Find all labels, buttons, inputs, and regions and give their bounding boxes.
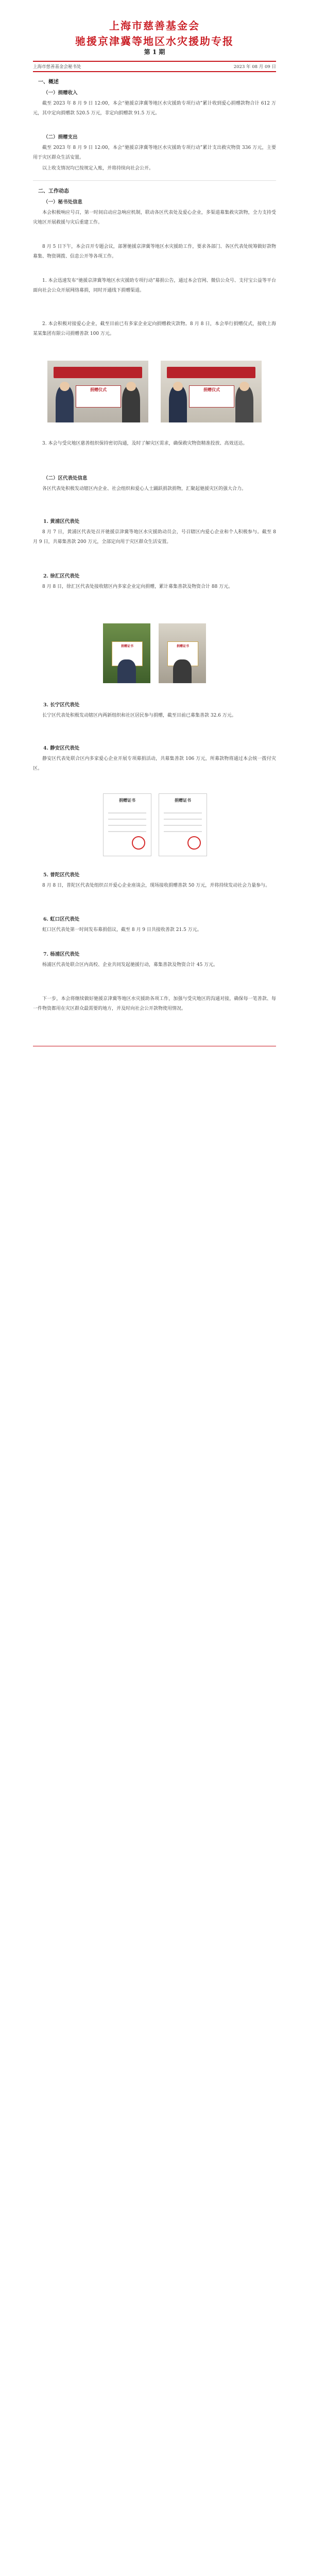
paragraph: 3. 本会与受灾地区慈善组织保持密切沟通，及时了解灾区需求，确保救灾物资精准投放、高效送达。: [42, 441, 248, 446]
donation-certificate: 捐赠证书: [159, 793, 207, 856]
header-divider-bottom: [33, 71, 276, 72]
paragraph: 虹口区代表处第一时间发布募捐倡议，截至 8 月 9 日共接收善款 21.5 万元。: [42, 927, 202, 933]
paragraph: 各区代表处积极发动辖区内企业、社会组织和爱心人士踊跃捐款捐物，汇聚起驰援灾区的强大合力。: [42, 486, 247, 492]
section-heading: 二、工作动态: [38, 189, 69, 194]
district-heading: 4. 静安区代表处: [43, 745, 80, 751]
document-title-line1: 上海市慈善基金会: [109, 20, 200, 32]
paragraph: 截至 2023 年 8 月 9 日 12:00，本会“驰援京津冀等地区水灾援助专项行动”累计支出救灾物资 336 万元，主要用于灾区群众生活安置。: [33, 145, 276, 160]
district-heading: 6. 虹口区代表处: [43, 917, 80, 922]
donation-photo: 捐赠证书: [159, 623, 206, 683]
closing-paragraph: 下一步，本会将继续做好驰援京津冀等地区水灾援助各项工作，加强与受灾地区的沟通对接，确保每一笔善款、每一件物资都用在灾区群众最需要的地方，并及时向社会公开款物使用情况。: [33, 996, 276, 1011]
section-divider: [33, 180, 276, 181]
district-heading: 1. 黄浦区代表处: [43, 519, 80, 524]
district-heading: 5. 普陀区代表处: [43, 872, 80, 878]
paragraph: 8 月 8 日，徐汇区代表处接收辖区内多家企业定向捐赠，累计募集善款及物资合计 88 万元。: [42, 584, 233, 589]
paragraph: 长宁区代表处积极发动辖区内两新组织和社区居民参与捐赠，截至目前已募集善款 32.6 万元。: [42, 713, 236, 718]
donation-photo: 捐赠证书: [103, 623, 150, 683]
paragraph: 静安区代表处联合区内多家爱心企业开展专项募捐活动，共募集善款 106 万元，所募款物将通过本会统一拨付灾区。: [33, 756, 276, 771]
document-title-line2: 驰援京津冀等地区水灾援助专报: [75, 35, 234, 47]
header-divider-top: [33, 61, 276, 62]
publish-date: 2023 年 08 月 09 日: [233, 64, 276, 70]
subsection-heading: （一）秘书处信息: [43, 199, 83, 205]
subsection-heading: （二）区代表处信息: [43, 476, 88, 481]
section-heading: 一、概述: [38, 79, 59, 85]
paragraph: 本会积极响应号召，第一时间启动应急响应机制，联动各区代表处及爱心企业，多渠道募集救灾款物，全力支持受灾地区开展救援与灾后重建工作。: [33, 210, 276, 225]
paragraph: 8 月 7 日，黄浦区代表处召开驰援京津冀等地区水灾援助动员会，号召辖区内爱心企业和个人积极参与。截至 8 月 9 日，共募集善款 200 万元，全部定向用于灾区群众生活安置。: [33, 530, 276, 545]
paragraph: 1. 本会迅速发布“驰援京津冀等地区水灾援助专项行动”募捐公告，通过本会官网、微信公众号、支付宝公益等平台面向社会公众开展网络募捐，同时开通线下捐赠渠道。: [33, 278, 276, 293]
ceremony-photo: 捐赠仪式: [47, 361, 148, 422]
district-heading: 7. 杨浦区代表处: [43, 952, 80, 957]
donation-certificate: 捐赠证书: [103, 793, 151, 856]
paragraph: 8 月 8 日，普陀区代表处组织召开爱心企业座谈会，现场接收捐赠善款 50 万元，并将持续发动社会力量参与。: [42, 883, 270, 888]
district-heading: 3. 长宁区代表处: [43, 702, 80, 708]
paragraph: 截至 2023 年 8 月 9 日 12:00，本会“驰援京津冀等地区水灾援助专项行动”累计收到爱心捐赠款物合计 612 万元，其中定向捐赠款 520.5 万元，非定向捐赠款 91.5 万元。: [33, 101, 276, 116]
paragraph: 2. 本会积极对接爱心企业，截至目前已有多家企业定向捐赠救灾款物。8 月 8 日，本会举行捐赠仪式，接收上海某某集团有限公司捐赠善款 100 万元。: [33, 321, 276, 336]
ceremony-photo: 捐赠仪式: [161, 361, 262, 422]
subsection-heading: （一）捐赠收入: [43, 90, 78, 96]
paragraph: 以上收支情况均已按规定入账，并将持续向社会公开。: [42, 166, 154, 171]
paragraph: 杨浦区代表处联合区内高校、企业共同发起驰援行动，募集善款及物资合计 45 万元。: [42, 962, 218, 968]
paragraph: 8 月 5 日下午，本会召开专题会议，部署驰援京津冀等地区水灾援助工作，要求各部门、各区代表处统筹做好款物募集、物资调拨、信息公开等各项工作。: [33, 244, 276, 259]
subsection-heading: （二）捐赠支出: [43, 134, 78, 140]
district-heading: 2. 徐汇区代表处: [43, 573, 80, 579]
issue-number: 第 1 期: [144, 48, 165, 56]
publisher: 上海市慈善基金会秘书处: [33, 64, 81, 70]
